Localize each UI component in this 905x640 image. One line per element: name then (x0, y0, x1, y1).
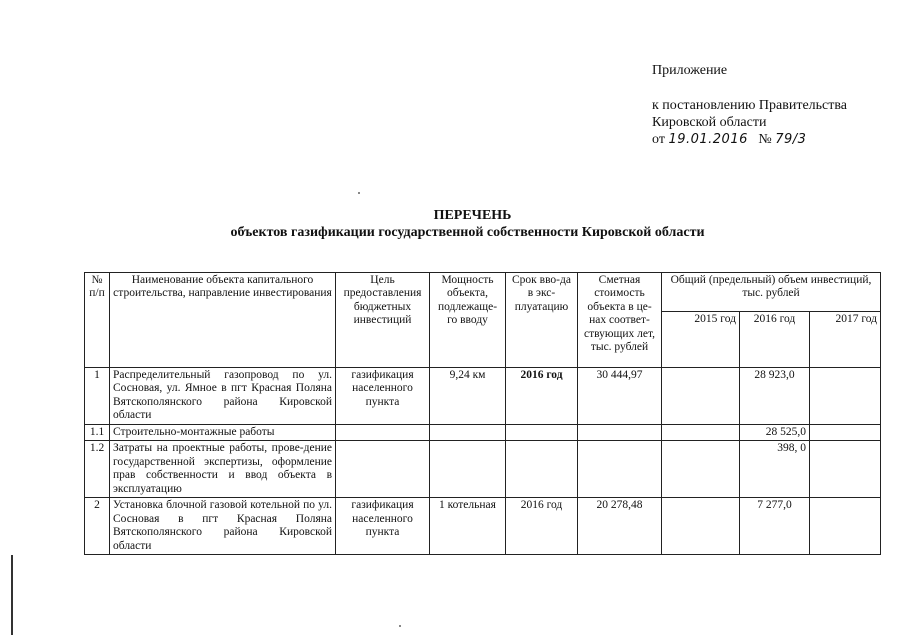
table-row (85, 425, 881, 441)
scan-speck (358, 192, 360, 194)
cell-name: Распределительный газопровод по ул. Сосновая, ул. Ямное в пгт Красная Поляна Вятскополянского района Кировской области (110, 368, 336, 425)
objects-table (84, 272, 881, 555)
appendix-block (652, 62, 847, 148)
cell-y2017 (810, 425, 881, 441)
cell-cost (578, 441, 662, 498)
header-year-2017: 2017 год (810, 312, 881, 368)
table-row (85, 441, 881, 498)
cell-cost (578, 425, 662, 441)
cell-term: 2016 год (506, 498, 578, 555)
header-term: Срок вво-да в экс-плуатацию (506, 273, 578, 368)
cell-y2017 (810, 441, 881, 498)
cell-y2016: 7 277,0 (740, 498, 810, 555)
cell-goal: газификация населенного пункта (336, 498, 430, 555)
cell-y2016: 28 525,0 (740, 425, 810, 441)
header-volume: Общий (предельный) объем инвестиций, тыс. рублей (662, 273, 881, 312)
cell-term: 2016 год (506, 368, 578, 425)
scan-speck (399, 625, 401, 627)
header-year-2016: 2016 год (740, 312, 810, 368)
header-year-2015: 2015 год (662, 312, 740, 368)
scan-edge-mark (11, 555, 13, 635)
header-goal: Цель предоставления бюджетных инвестиций (336, 273, 430, 368)
cell-name: Установка блочной газовой котельной по ул. Сосновая в пгт Красная Поляна Вятскополянского района Кировской области (110, 498, 336, 555)
cell-capacity (430, 425, 506, 441)
document-subtitle: объектов газификации государственной собственности Кировской области (230, 225, 705, 240)
document-title: ПЕРЕЧЕНЬ (433, 208, 512, 223)
header-name: Наименование объекта капитального строительства, направление инвестирования (110, 273, 336, 368)
number-sign: № (758, 132, 772, 147)
appendix-date-line (652, 131, 847, 148)
cell-y2015 (662, 425, 740, 441)
cell-num: 1.1 (85, 425, 110, 441)
cell-term (506, 425, 578, 441)
cell-cost: 20 278,48 (578, 498, 662, 555)
cell-y2016: 398, 0 (740, 441, 810, 498)
appendix-label: Приложение (652, 63, 728, 78)
cell-goal: газификация населенного пункта (336, 368, 430, 425)
cell-y2015 (662, 498, 740, 555)
handwritten-number: 79/3 (775, 132, 807, 147)
cell-capacity: 9,24 км (430, 368, 506, 425)
cell-y2017 (810, 368, 881, 425)
cell-name: Строительно-монтажные работы (110, 425, 336, 441)
cell-y2015 (662, 368, 740, 425)
cell-cost: 30 444,97 (578, 368, 662, 425)
cell-name: Затраты на проектные работы, прове-дение государственной экспертизы, оформление прав собственности и ввод объекта в эксплуатацию (110, 441, 336, 498)
header-cost: Сметная стоимость объекта в це-нах соответ-ствующих лет, тыс. рублей (578, 273, 662, 368)
cell-num: 2 (85, 498, 110, 555)
table-row (85, 498, 881, 555)
cell-y2016: 28 923,0 (740, 368, 810, 425)
cell-goal (336, 441, 430, 498)
header-num: № п/п (85, 273, 110, 368)
cell-y2017 (810, 498, 881, 555)
cell-capacity: 1 котельная (430, 498, 506, 555)
cell-capacity (430, 441, 506, 498)
cell-num: 1.2 (85, 441, 110, 498)
table-header-row (85, 273, 881, 312)
handwritten-date: 19.01.2016 (668, 132, 748, 147)
appendix-region: Кировской области (652, 115, 767, 130)
appendix-to-resolution: к постановлению Правительства (652, 98, 848, 113)
header-capacity: Мощность объекта, подлежаще-го вводу (430, 273, 506, 368)
table-row (85, 368, 881, 425)
cell-num: 1 (85, 368, 110, 425)
date-prefix: от (652, 132, 665, 147)
cell-y2015 (662, 441, 740, 498)
cell-goal (336, 425, 430, 441)
cell-term (506, 441, 578, 498)
